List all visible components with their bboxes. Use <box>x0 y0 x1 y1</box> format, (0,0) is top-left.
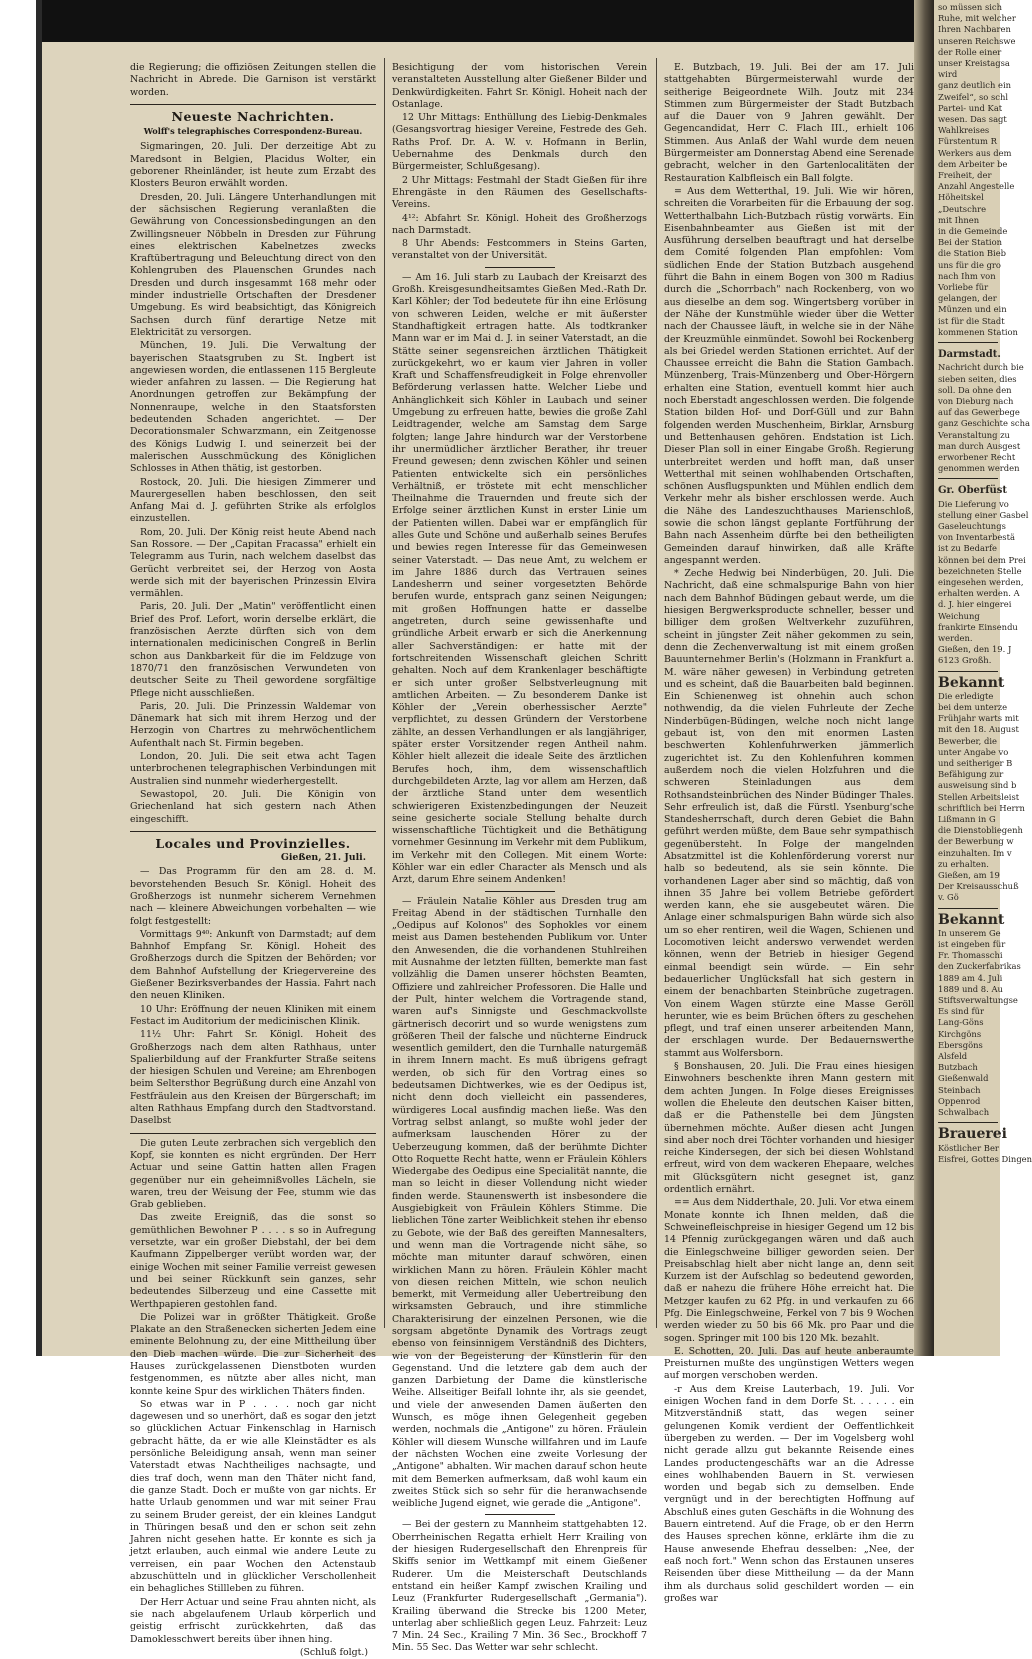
facing-divider <box>938 908 998 909</box>
column-1 <box>130 62 376 1658</box>
facing-page-lines-1: so müssen sich Ruhe, mit welcher Ihren Nachbaren unseren Reichswe der Rolle einer unser Kreistagsa wird ganz deutlich ein Zweifel“, so schl Partei- und Kat wesen. Das sagt Wahlkreises Fürstentum R Werkers aus dem dem Arbeiter be Freiheit, der Anzahl Angestelle Höheitskel „Deutschre mit Ihnen in die Gemeinde Bei der Station die Station Bieb uns für die gro nach Ihm von Vorliebe für gelangen, der Münzen und ein ist für die Stadt kommenen Station <box>938 2 1018 337</box>
short-divider <box>485 1514 555 1515</box>
feuilleton-paragraph: Die Polizei war in größter Thätigkeit. Große Plakate an den Straßenecken sicherten Jedem eine eminente Belohnung zu, der eine Mittheilung über den Dieb machen würde. Die zur Sicherheit des Hauses zurückgelassenen Dienstboten wurden festgenommen, es nützte aber alles nicht, man konnte keine Spur des wirklichen Thäters finden. <box>130 1311 376 1397</box>
obituary-paragraph: — Am 16. Juli starb zu Laubach der Kreisarzt des Großh. Kreisgesundheitsamtes Gießen Med.-Rath Dr. Karl Köhler; der Tod bedeutete für ihn eine Erlösung von schweren Leiden, welche er mit äußerster Standhaftigkeit ertragen hatte. Als todtkranker Mann war er im Mai d. J. in seiner Vaterstadt, an die Stätte seiner segensreichen ärztlichen Thätigkeit zurückgekehrt, wo er kaum vier Jahren in voller Kraft und Schaffensfreudigkeit in Folge ehrenvoller Beförderung verlassen hatte. Welcher Liebe und Anhänglichkeit sich Köhler in Laubach und seiner Umgebung zu erfreuen hatte, bewies die große Zahl Leidtragender, welche am Samstag dem Sarge folgten; lange Jahre hindurch war der Verstorbene ihr unermüdlicher ärztlicher Berather, ihr treuer Freund gewesen; denn zwischen Köhler und seinen Patienten entwickelte sich ein persönliches Verhältniß, er tröstete mit echt menschlicher Theilnahme die Trauernden und freute sich der Erfolge seiner ärztlichen Kunst in erster Linie um der Patienten willen. Dabei war er empfänglich für alles Gute und Schöne und außerhalb seines Berufes und bewies regen Interesse für das Gemeinwesen seiner Vaterstadt. — Das neue Amt, zu welchem er im Jahre 1886 durch das Vertrauen seines Landesherrn und seiner vorgesetzten Behörde berufen wurde, entsprach ganz seinen Neigungen; mit großen Hoffnungen hatte er dasselbe angetreten, durch seine gewissenhafte und gründliche Arbeit erwarb er sich die Anerkennung aller Sachverständigen: er hatte mit der fortschreitenden Wissenschaft gleichen Schritt gehalten. Noch auf dem Krankenlager beschäftigte er sich unter großer Selbstverleugnung mit amtlichen Arbeiten. — Zu besonderem Danke ist Köhler der „Verein oberhessischer Aerzte" verpflichtet, zu dessen Gründern der Verstorbene zählte, an dessen Verhandlungen er als langjähriger, später erster Vorsitzender regen Antheil nahm. Köhler hielt allezeit die ideale Seite des ärztlichen Berufes hoch, ihm, dem wissenschaftlich durchgebildeten Arzte, lag vor allem am Herzen, daß der ärztliche Stand unter dem wesentlich schwierigeren Existenzbedingungen der Neuzeit seine gesicherte sociale Stellung behalte durch wissenschaftliche Tüchtigkeit und die Bethätigung vornehmer Gesinnung im Verkehr mit dem Publikum, im Verkehr mit den Collegen. Mit einem Worte: Köhler war ein edler Character als Mensch und als Arzt, darum Ehre seinem Andenken! <box>392 271 647 886</box>
feuilleton-paragraph: Die guten Leute zerbrachen sich vergeblich den Kopf, sie konnten es nicht ergründen. Der Herr Actuar und seine Gattin hatten allen Fragen gegenüber nur ein geheimnißvolles Lächeln, sie waren, treu der Weisung der Fee, stumm wie das Grab geblieben. <box>130 1137 376 1211</box>
book-spine-shadow <box>914 0 934 1356</box>
facing-page-lines-6: Köstlicher Ber Eisfrei, Gottes Dingen <box>938 1142 1032 1164</box>
facing-divider <box>938 671 998 672</box>
local-dateline: Gießen, 21. Juli. <box>280 852 366 864</box>
news-item: London, 20. Juli. Die seit etwa acht Tagen unterbrochenen telegraphischen Verbindungen mit Australien sind nunmehr wiederhergestellt. <box>130 751 376 787</box>
short-divider <box>485 891 555 892</box>
facing-divider <box>938 1122 998 1123</box>
section-divider <box>130 104 376 105</box>
news-item: Sewastopol, 20. Juli. Die Königin von Griechenland hat sich gestern nach Athen eingeschifft. <box>130 788 376 825</box>
facing-heading-bekannt-2: Bekannt <box>938 911 1005 928</box>
feuilleton-paragraph: Das zweite Ereigniß, das die sonst so gemüthlichen Bewohner P . . . . s so in Aufregung versetzte, war ein großer Diebstahl, der bei dem Kaufmann Zippelberger verübt worden war, der einige Wochen mit seiner Familie verreist gewesen und bei seiner Rückkunft sein ganzes, sehr bedeutendes Silberzeug und eine Cassette mit Werthpapieren gestohlen fand. <box>130 1212 376 1310</box>
regatta-paragraph: — Bei der gestern zu Mannheim stattgehabten 12. Oberrheinischen Regatta erhielt Herr Krailing von der hiesigen Rudergesellschaft den Ehrenpreis für Skiffs senior im Wettkampf mit einem Gießener Ruderer. Um die Meisterschaft Deutschlands entstand ein heißer Kampf zwischen Krailing und Leuz (Frankfurter Rudergesellschaft „Germania"). Krailing überwand die Strecke bis 1200 Meter, unterlag aber schließlich gegen Leuz. Fahrzeit: Leuz 7 Min. 24 Sec., Krailing 7 Min. 36 Sec., Brockhoff 7 Min. 55 Sec. Das Wetter war sehr schlecht. <box>392 1519 647 1654</box>
regional-news-item: -r Aus dem Kreise Lauterbach, 19. Juli. Vor einigen Wochen fand in dem Dorfe St. . . . . . ein Mitzverständniß statt, das wegen seiner gelungenen Komik verdient der Oeffentlichkeit übergeben zu werden. — Der im Vogelsberg wohl nicht gerade allzu gut bekannte Reisende eines Landes productengeschäfts war an die Adresse eines wohlhabenden Bauern in St. verwiesen worden und begab sich zu demselben. Ende vergnügt und in der berechtigten Hoffnung auf Abschluß eines guten Geschäfts in die Wohnung des Bauern eintretend. Auf die Frage, ob er den Herrn des Hauses sprechen könne, erklärte ihm die zu Hause anwesende Ehefrau desselben: „Nee, der eaß noch fort." Wenn schon das Erstaunen unseres Reisenden über diese Mittheilung — da der Mann ihm als durchaus solid geschildert worden — ein großes war <box>664 1383 914 1604</box>
facing-heading-oberfuerst: Gr. Oberfüst <box>938 485 1008 497</box>
regional-news-item: = Aus dem Wetterthal, 19. Juli. Wie wir hören, schreiten die Vorarbeiten für die Erbauung der sog. Wetterthalbahn Lich-Butzbach rüstig vorwärts. Ein Eisenbahnbeamter aus Gießen ist mit der Ausführung derselben beauftragt und hat derselbe dem Comité folgenden Plan empfohlen: Vom südlichen Ende der Station Butzbach ausgehend führt die Bahn in einem Bogen von 300 m Radius durch die „Schorrbach" nach Rockenberg, von wo aus dieselbe an dem sog. Wingertsberg vorüber in der Nähe der Kunstmühle wieder über die Wetter nach der Chaussee läuft, in welche sie in der Nähe der Kreuzmühle einmündet. Sowohl bei Rockenberg als bei Griedel werden Stationen errichtet. Auf der Chaussee erreicht die Bahn die Station Gambach. Münzenberg, Trais-Münzenberg und Ober-Hörgern erhalten eine Station, eventuell kommt hier auch noch Eberstadt angeschlossen werden. Die folgende Station bilden Hof- und Dorf-Güll und zur Bahn folgenden werden Muschenheim, Birklar, Arnsburg und Bettenhausen gehören. Endstation ist Lich. Dieser Plan soll in einer Eingabe Großh. Regierung unterbreitet werden und hofft man, daß unser Wetterthal mit seinen wohlhabenden Ortschaften, schönen Ausflugspunkten und Mühlen endlich dem Verkehr mehr als bisher erschlossen werde. Auch die Nähe des Landeszuchthauses Marienschloß, sowie die schon längst geplante Fortführung der Bahn nach Assenheim dürfte bei den betheiligten Gemeinden darauf hinwirken, daß alle Kräfte angespannt werden. <box>664 185 914 566</box>
facing-heading-bekannt-1: Bekannt <box>938 674 1005 691</box>
column-2 <box>392 62 647 1654</box>
news-item: Rostock, 20. Juli. Die hiesigen Zimmerer und Maurergesellen haben beschlossen, den seit Anfang Mai d. J. geführten Strike als erfolglos einzustellen. <box>130 476 376 525</box>
section-divider <box>130 831 376 832</box>
local-paragraph: 11½ Uhr: Fahrt Sr. Königl. Hoheit des Großherzogs nach dem alten Rathhaus, unter Spalierbildung auf der Frankfurter Straße seitens der hiesigen Schulen und Vereine; am Ehrenbogen beim Seltersthor Begrüßung durch eine Anzahl von Festfräulein aus den Kreisen der Bürgerschaft; im alten Rathhaus Empfang durch den Stadtvorstand. Daselbst <box>130 1029 376 1127</box>
program-paragraph: 12 Uhr Mittags: Enthüllung des Liebig-Denkmales (Gesangsvortrag hiesiger Vereine, Festrede des Geh. Raths Prof. Dr. A. W. v. Hofmann in Berlin, Uebernahme des Denkmals durch den Bürgermeister, Schlußgesang). <box>392 112 647 173</box>
regional-news-item: * Zeche Hedwig bei Ninderbügen, 20. Juli. Die Nachricht, daß eine schmalspurige Bahn von hier nach dem Bahnhof Büdingen gebaut werde, um die hiesigen Bergwerksproducte schneller, besser und billiger dem großen Weltverkehr zuzuführen, scheint in jüngster Zeit näher gekommen zu sein, denn die Zechenverwaltung ist mit einem großen Bauunternehmer Berlin's (Holzmann in Frankfurt a. M. wäre näher gewesen) in Verbindung getreten und es scheint, daß die Bauarbeiten bald beginnen. Ein Schienenweg ist ohnehin auch schon nothwendig, da die vielen Fuhrleute der Zeche Ninderbügen-Büdingen, welche noch nicht lange gebaut ist, von den mit enormen Lasten beschwerten Kohlenfuhrwerken jämmerlich zugerichtet ist. Zu den Kohlenfuhren kommen außerdem noch die vielen Holzfuhren und die schweren Steinladungen aus dem Rothsandsteinbrüchen des Ninder Büdinger Thales. Sehr erfreulich ist, daß die Fürstl. Ysenburg'sche Standesherrschaft, durch deren Gebiet die Bahn geführt werden müßte, dem Baue sehr sympathisch gegenübersteht. In Folge der mangelnden Absatzmittel ist die Kohlenförderung vorerst nur halb so bedeutend, als sie sein könnte. Die vorhandenen Lager aber sind so mächtig, daß von ihnen 35 Jahre bei vollem Betriebe gefördert werden kann, ehe sie ausgebeutet wären. Die Anlage einer schmalspurigen Bahn würde sich also um so eher rentiren, weil die Wagen, Schienen und Locomotiven leicht anderswo verwendet werden können, wenn der Betrieb in hiesiger Gegend einmal beendigt sein würde. — Ein sehr bedauerlicher Unglücksfall hat sich gestern in einem der benachbarten Steinbrüche zugetragen. Von einem Wagen stürzte eine Masse Geröll herunter, wie es beim Brüchen öfters zu geschehen pflegt, und traf einen unserer arbeitenden Mann, der erschlagen wurde. Der Bedauernswerthe stammt aus Wolfersborn. <box>664 568 914 1059</box>
feuilleton-paragraph: Der Herr Actuar und seine Frau ahnten nicht, als sie nach abgelaufenem Urlaub körperlich und geistig erfrischt zurückkehrten, daß das Damoklesschwert bereits über ihnen hing. <box>130 1596 376 1645</box>
scanner-background-left <box>0 0 36 1356</box>
program-paragraph: 2 Uhr Mittags: Festmahl der Stadt Gießen für ihre Ehrengäste in den Räumen des Gesellschafts-Vereins. <box>392 174 647 211</box>
facing-page-lines-3: Die Lieferung vo stellung einer Gasbel Gaseleuchtungs von Inventarbestä ist zu Bedarfe können bei dem Prei bezeichneten Stelle eingesehen werden, erhalten werden. A d. J. hier eingerei Weichung frankirte Einsendu werden. Gießen, den 19. J 6123 Großh. <box>938 498 1029 666</box>
facing-heading-darmstadt: Darmstadt. <box>938 349 1001 361</box>
news-item: Paris, 20. Juli. Der „Matin" veröffentlicht einen Brief des Prof. Lefort, worin derselbe erklärt, die französischen Aerzte dürften sich von dem internationalen medicinischen Congreß in Berlin schon aus Dankbarkeit für die im Feldzuge von 1870/71 den französischen Verwundeten von deutscher Seite zu Theil gewordene sorgfältige Pflege nicht ausschließen. <box>130 601 376 699</box>
news-item: Rom, 20. Juli. Der König reist heute Abend nach San Rossore. — Der „Capitan Fracassa" erhielt ein Telegramm aus Turin, nach welchem daselbst das Gerücht verbreitet sei, der Herzog von Aosta werde sich mit der bayerischen Prinzessin Elvira vermählen. <box>130 526 376 600</box>
short-divider <box>485 267 555 268</box>
regional-news-item: E. Butzbach, 19. Juli. Bei der am 17. Juli stattgehabten Bürgermeisterwahl wurde der seitherige Beigeordnete Wilh. Joutz mit 234 Stimmen zum Bürgermeister der Stadt Butzbach auf die Dauer von 9 Jahren gewählt. Der Gegencandidat, Herr C. Flach III., erhielt 106 Stimmen. Aus Anlaß der Wahl wurde dem neuen Bürgermeister am Donnerstag Abend eine Serenade gebracht, welcher in den Gartenlocalitäten der Restauration Kalbfleisch ein Ball folgte. <box>664 62 914 184</box>
column-rule-1 <box>384 58 385 1328</box>
facing-divider <box>938 478 998 479</box>
program-paragraph: 8 Uhr Abends: Festcommers in Steins Garten, veranstaltet von der Universität. <box>392 238 647 262</box>
local-paragraph: 10 Uhr: Eröffnung der neuen Kliniken mit einem Festact im Auditorium der medicinischen Klinik. <box>130 1003 376 1027</box>
feuilleton-paragraph: So etwas war in P . . . . noch gar nicht dagewesen und so unerhört, daß es sogar den jetzt so glücklichen Actuar Finkenschlag in Harnisch gebracht hätte, da er wie alle Kleinstädter es als persönliche Beleidigung ansah, wenn man seiner Vaterstadt etwas Nachtheiliges nachsagte, und dies traf doch, wenn man den Thäter nicht fand, die ganze Stadt. Doch er mußte von gar nichts. Er hatte Urlaub genommen und war mit seiner Frau zu seinem Bruder gereist, der ein kleines Landgut in Thüringen besaß und den er schon seit zehn Jahren nicht gesehen hatte. Er konnte es sich ja jetzt erlauben, auch einmal wie andere Leute zu verreisen, ein paar Wochen den Actenstaub abzuschütteln und in glücklicher Verschollenheit ein behagliches Stillleben zu führen. <box>130 1398 376 1595</box>
local-section-title: Locales und Provinzielles. <box>155 835 351 851</box>
reading-review-paragraph: — Fräulein Natalie Köhler aus Dresden trug am Freitag Abend in der städtischen Turnhalle den „Oedipus auf Kolonos" des Sophokles vor einem meist aus Damen bestehenden Publikum vor. Unter den Anwesenden, die die vorhandenen Stuhlreihen mit Ausnahme der letzten füllten, bemerkte man fast vollzählig die Damen unserer höchsten Beamten, Offiziere und zahlreicher Professoren. Die Halle und der Pult, hinter welchem die Vortragende stand, waren auf's Sinnigste und Geschmackvollste gärtnerisch decorirt und so wurde wenigstens zum größeren Theil der falsche und nüchterne Eindruck wesentlich gemildert, den die Turnhalle naturgemäß in ihrem Innern macht. Es muß übrigens gefragt werden, ob sich für den Vortrag eines so bedeutsamen Dichtwerkes, wie es der Oedipus ist, nicht denn doch vielleicht ein passenderes, würdigeres Local ausfindig machen ließe. Was den Vortrag selbst anlangt, so mußte wohl jeder der aufmerksam lauschenden Hörer zu der Ueberzeugung kommen, daß der berühmte Dichter Otto Roquette Recht hatte, wenn er Fräulein Köhlers Wiedergabe des Oedipus eine Specialität nannte, die man so leicht in dieser Vollendung nicht wieder finden werde. Staunenswerth ist insbesondere die Ausgiebigkeit von Fräulein Köhlers Stimme. Die lieblichen Töne zarter Weiblichkeit stehen ihr ebenso zu Gebote, wie der Baß des gereiften Mannesalters, und wenn man die Vortragende nicht sähe, so möchte man mitunter darauf schwören, einen wirklichen Mann zu hören. Fräulein Köhler macht von diesen reichen Mitteln, wie schon neulich bemerkt, mit Vermeidung aller Uebertreibung den wirksamsten Gebrauch, und ihre stimmliche Charakterisirung der einzelnen Personen, wie die sorgsam abgetönte Dynamik des Vortrags zeugt ebenso von feinsinnigem Verständniß des Dichters, wie von der Begeisterung der Künstlerin für den Gegenstand. Und die letztere gab dem auch der ganzen Darbietung der Dame die künstlerische Weihe. Allseitiger Beifall lohnte ihr, als sie geendet, und viele der anwesenden Damen äußerten den Wunsch, es möge ihnen Gelegenheit gegeben werden, nochmals die „Antigone" zu hören. Fräulein Köhler will diesem Wunsche willfahren und im Laufe der nächsten Wochen eine zweite Vorlesung der „Antigone" abhalten. Wir machen darauf schon heute mit dem Bemerken aufmerksam, daß wohl kaum ein zweites Stück sich so sehr für die heranwachsende weibliche Jugend eignet, wie gerade die „Antigone". <box>392 895 647 1510</box>
section-subtitle: Wolff's telegraphisches Correspondenz-Bureau. <box>143 126 363 137</box>
news-item: Sigmaringen, 20. Juli. Der derzeitige Abt zu Maredsont in Belgien, Placidus Wolter, ein geborener Rheinländer, ist heute zum Erzabt des Klosters Beuron erwählt worden. <box>130 141 376 190</box>
regional-news-item: E. Schotten, 20. Juli. Das auf heute anberaumte Preisturnen mußte des ungünstigen Wetters wegen auf morgen verschoben werden. <box>664 1345 914 1382</box>
facing-page-text <box>934 0 1032 1165</box>
top-text: die Regierung; die offiziösen Zeitungen stellen die Nachricht in Abrede. Die Garnison ist verstärkt worden. <box>130 62 376 98</box>
regional-news-item: == Aus dem Nidderthale, 20. Juli. Vor etwa einem Monate konnte ich Ihnen melden, daß die Schweinefleischpreise in hiesiger Gegend um 12 bis 14 Pfennig zurückgegangen wären und daß auch die Einlegschweine billiger geworden seien. Der Preisabschlag hielt aber nicht lange an, denn seit Kurzem ist der Aufschlag so bedeutend geworden, daß er nahezu die frühere Höhe erreicht hat. Die Metzger kaufen zu 62 Pfg. in und verkaufen zu 66 Pfg. Die Einlegschweine, Ferkel von 7 bis 9 Wochen werden wieder zu 50 bis 66 Mk. pro Paar und die sogen. Springer mit 100 bis 120 Mk. bezahlt. <box>664 1197 914 1344</box>
local-paragraph: Vormittags 9⁴⁰: Ankunft von Darmstadt; auf dem Bahnhof Empfang Sr. Königl. Hoheit des Großherzogs durch die Spitzen der Behörden; vor dem Bahnhof Aufstellung der Kriegervereine des Gießener Bezirksverbandes der Hassia. Fahrt nach den neuen Kliniken. <box>130 928 376 1002</box>
news-item: Paris, 20. Juli. Die Prinzessin Waldemar von Dänemark hat sich mit ihrem Herzog und der Herzogin von Chartres zu mehrwöchentlichem Aufenthalt nach St. Firmin begeben. <box>130 700 376 749</box>
column-3 <box>664 62 914 1604</box>
section-title: Neueste Nachrichten. <box>171 108 335 124</box>
facing-page-fragment <box>934 0 1032 1356</box>
facing-page-lines-4: Die erledigte bei dem unterze Frühjahr warts mit mit den 18. August Bewerber, die unter Angabe vo und seitheriger B Befähigung zur ausweisung sind b Stellen Arbeitsleist schriftlich bei Herrn Lißmann in G die Dienstobliegenh der Bewerbung w einzuhalten. Im v zu erhalten. Gießen, am 19 Der Kreisausschuß v. Gö <box>938 690 1025 903</box>
column-rule-2 <box>656 58 657 1328</box>
program-paragraph: 4¹²: Abfahrt Sr. Königl. Hoheit des Großherzogs nach Darmstadt. <box>392 212 647 236</box>
scanner-background-top <box>0 0 1000 42</box>
program-paragraph: Besichtigung der vom historischen Verein veranstalteten Ausstellung alter Gießener Bilder und Denkwürdigkeiten. Fahrt Sr. Königl. Hoheit nach der Ostanlage. <box>392 62 647 110</box>
feuilleton-divider <box>130 1133 376 1134</box>
facing-divider <box>938 342 998 343</box>
facing-page-lines-5: In unserem Ge ist eingeben für Fr. Thomasschi den Zuckerfabrikas 1889 am 4. Juli 1889 und 8. Au Stiftsverwaltungse Es sind für Lang-Göns Kirchgöns Ebersgöns Alsfeld Butzbach Gießenwald Steinbach Oppenrod Schwalbach <box>938 927 1021 1118</box>
facing-page-lines-2: Nachricht durch bie sieben seiten, dies soll. Da ohne den von Dieburg nach auf das Gewerbege ganz Geschichte scha Veranstaltung zu man durch Ausgest erworbener Recht genommen werden <box>938 362 1030 474</box>
regional-news-item: § Bonshausen, 20. Juli. Die Frau eines hiesigen Einwohners beschenkte ihren Mann gestern mit dem achten Jungen. In Folge dieses Ereignisses wollen die Eheleute den deutschen Kaiser bitten, daß er die Pathenstelle bei dem Jüngsten übernehmen möchte. Außer diesen acht Jungen sind aber noch drei Töchter vorhanden und hiesiger reiche Kindersegen, der sich bei diesen Wohlstand erfreut, wird von dem wackeren Ehepaare, welches mit Glücksgütern nicht gesegnet ist, ganz ordentlich ernährt. <box>664 1061 914 1196</box>
local-paragraph: — Das Programm für den am 28. d. M. bevorstehenden Besuch Sr. Königl. Hoheit des Großherzogs ist nunmehr sicherem Vernehmen nach — kleinere Abweichungen vorbehalten — wie folgt festgestellt: <box>130 866 376 927</box>
news-item: München, 19. Juli. Die Verwaltung der bayerischen Staatsgruben zu St. Ingbert ist angewiesen worden, die entlassenen 115 Bergleute wieder anfahren zu lassen. — Die Regierung hat Anordnungen getroffen zur Bekämpfung der Nonnenraupe, welche in den Staatsforsten bedeutenden Schaden angerichtet. — Der Decorationsmaler Schwarzmann, ein Zeitgenosse des Königs Ludwig I. und seinerzeit bei der malerischen Ausschmückung des Königlichen Schlosses in Athen thätig, ist gestorben. <box>130 340 376 475</box>
facing-heading-brauerei: Brauerei <box>938 1126 1007 1143</box>
news-item: Dresden, 20. Juli. Längere Unterhandlungen mit der sächsischen Regierung veranlaßten die Gewährung von Concessionsbedingungen an den Zwillingsneuer Nöbbeln in Dresden zur Führung eines elektrischen Kabelnetzes zwecks Kraftübertragung und Beleuchtung direct von den Kohlengruben des Plauenschen Grundes nach Dresden und durch insgesammt 168 mehr oder minder industrielle Ortschaften der Dresdener Umgebung. Es wird beabsichtigt, das Königreich Sachsen durch fünf derartige Netze mit Elektricität zu versorgen. <box>130 191 376 338</box>
feuilleton-continuation: (Schluß folgt.) <box>299 1646 368 1658</box>
